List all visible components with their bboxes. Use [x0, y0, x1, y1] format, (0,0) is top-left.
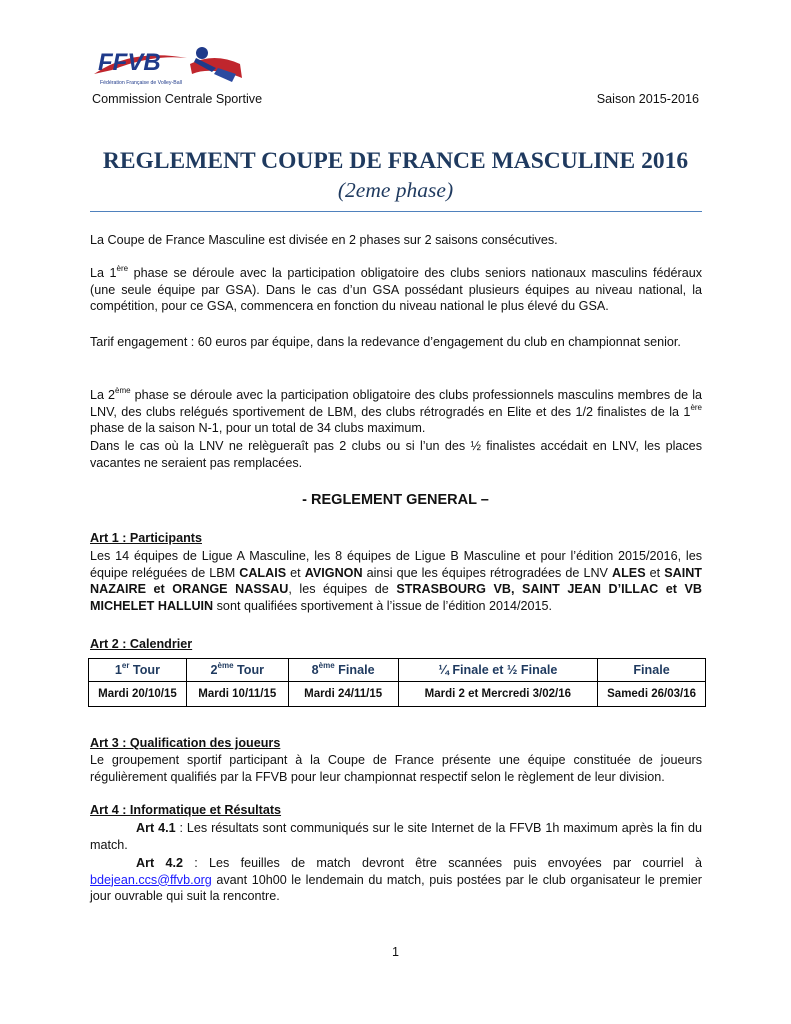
p4-ordinal-base: 1 [683, 404, 691, 419]
p2-superscript: ère [116, 264, 129, 273]
header-sup: er [121, 661, 130, 670]
art1-avignon: AVIGNON [304, 565, 363, 580]
intro-paragraph-3: Tarif engagement : 60 euros par équipe, dans la redevance d’engagement du club en championnat senior. [90, 335, 681, 349]
art4-title: Art 4 : Informatique et Résultats [90, 803, 282, 817]
header-rest: Tour [233, 663, 265, 677]
commission-label: Commission Centrale Sportive [92, 92, 263, 106]
ffvb-logo [92, 44, 244, 90]
intro-paragraph-4 [90, 387, 702, 437]
calendar-date-row [89, 682, 706, 707]
header-sup: ème [217, 661, 234, 670]
intro-paragraph-5: Dans le cas où la LNV ne relègueraît pas 2 clubs ou si l’un des ½ finalistes accédait en LNV, les places vacantes ne seraient pas remplacées. [90, 439, 702, 470]
calendar-date-cell: Samedi 26/03/16 [598, 682, 706, 707]
calendar-header-cell [398, 659, 598, 682]
calendar-date-cell: Mardi 2 et Mercredi 3/02/16 [398, 682, 598, 707]
intro-paragraph-1: La Coupe de France Masculine est divisée en 2 phases sur 2 saisons consécutives. [90, 233, 558, 247]
art1-t4: et [645, 565, 665, 580]
p2-start: La 1 [90, 266, 117, 280]
p2-rest: phase se déroule avec la participation obligatoire des clubs seniors nationaux masculins fédéraux (une seule équipe par GSA). Dans le cas d’un GSA possédant plusieurs équipes au niveau national, la compétition, pour ce GSA, commencera en fonction du niveau national le plus élevé du GSA. [90, 266, 702, 314]
intro-paragraph-2 [90, 265, 702, 315]
art4-1-label: Art 4.1 [136, 821, 176, 835]
ffvb-logo-graphic [92, 44, 244, 90]
art1-t6: sont qualifiées sportivement à l’issue de l’édition 2014/2015. [213, 598, 552, 613]
art4-2-text [90, 855, 702, 905]
page-number: 1 [391, 945, 399, 959]
p4-superscript-2: ère [690, 402, 702, 412]
calendar-header-cell [288, 659, 398, 682]
art1-t5: , les équipes de [288, 582, 397, 597]
art1-strasbourg: STRASBOURG VB, SAINT JEAN D’ILLAC et VB MICHELET HALLUIN [90, 582, 703, 613]
calendar-date-cell: Mardi 10/11/15 [186, 682, 288, 707]
art4-2-label: Art 4.2 [136, 856, 183, 870]
header-sup: ème [318, 661, 335, 670]
email-link[interactable]: bdejean.ccs@ffvb.org [90, 872, 212, 887]
season-label: Saison 2015-2016 [596, 92, 699, 106]
art1-saint-nazaire: SAINT NAZAIRE et ORANGE NASSAU [90, 565, 702, 597]
header-base: 8 [311, 663, 319, 677]
art4-2-body-end: avant 10h00 le lendemain du match, puis postées par le club organisateur le premier jour ouvrable qui suit la rencontre. [90, 872, 702, 904]
art2-title: Art 2 : Calendrier [90, 637, 193, 651]
calendar-table [88, 658, 706, 707]
calendar-date-cell: Mardi 20/10/15 [89, 682, 187, 707]
art1-t2: et [286, 565, 305, 580]
title-divider [90, 211, 702, 212]
calendar-header-cell [186, 659, 288, 682]
header-base: 1 [114, 663, 122, 677]
p4-middle: phase se déroule avec la participation obligatoire des clubs professionnels masculins membres de la LNV, des clubs relégués sportivement de LBM, des clubs rétrogradés en Elite et des 1/2 finalistes de la [90, 388, 702, 419]
logo-letters: FFVB [98, 49, 161, 76]
calendar-header-cell [89, 659, 187, 682]
p4-end: phase de la saison N-1, pour un total de 34 clubs maximum. [90, 421, 426, 436]
header-base: 2 [210, 663, 218, 677]
logo-subtitle: Fédération Française de Volley-Ball [100, 80, 182, 86]
art1-title: Art 1 : Participants [90, 531, 202, 545]
art3-title: Art 3 : Qualification des joueurs [90, 736, 281, 750]
p4-superscript: ème [115, 386, 131, 395]
art1-ales: ALES [612, 565, 646, 580]
header-base: ¼ Finale et ½ Finale [438, 663, 558, 677]
section-title: - REGLEMENT GENERAL – [302, 492, 489, 508]
art4-2-body: : Les feuilles de match devront être scannées puis envoyées par courriel à [182, 856, 702, 870]
calendar-header-row [89, 659, 706, 682]
header-rest: Tour [129, 663, 160, 677]
page-subtitle: (2eme phase) [337, 178, 454, 202]
art1-t1: Les 14 équipes de Ligue A Masculine, les 8 équipes de Ligue B Masculine et pour l’édition 2015/2016, les équipe reléguées de LBM [90, 549, 702, 580]
header-rest: Finale [334, 663, 375, 677]
calendar-header-cell [598, 659, 706, 682]
art1-t3: ainsi que les équipes rétrogradées de LNV [362, 565, 613, 580]
p4-start: La 2 [90, 388, 116, 402]
header-base: Finale [633, 663, 670, 677]
calendar-date-cell: Mardi 24/11/15 [288, 682, 398, 707]
art4-1-text [90, 820, 702, 853]
art3-text: Le groupement sportif participant à la Coupe de France présente une équipe constituée de joueurs régulièrement qualifiés par la FFVB pour leur championnat respectif selon le règlement de leur division. [90, 753, 702, 784]
art1-text [90, 548, 702, 614]
art4-1-body: : Les résultats sont communiqués sur le site Internet de la FFVB 1h maximum après la fin du match. [90, 821, 702, 852]
page-title: REGLEMENT COUPE DE FRANCE MASCULINE 2016 [102, 148, 689, 174]
art1-calais: CALAIS [239, 565, 287, 580]
